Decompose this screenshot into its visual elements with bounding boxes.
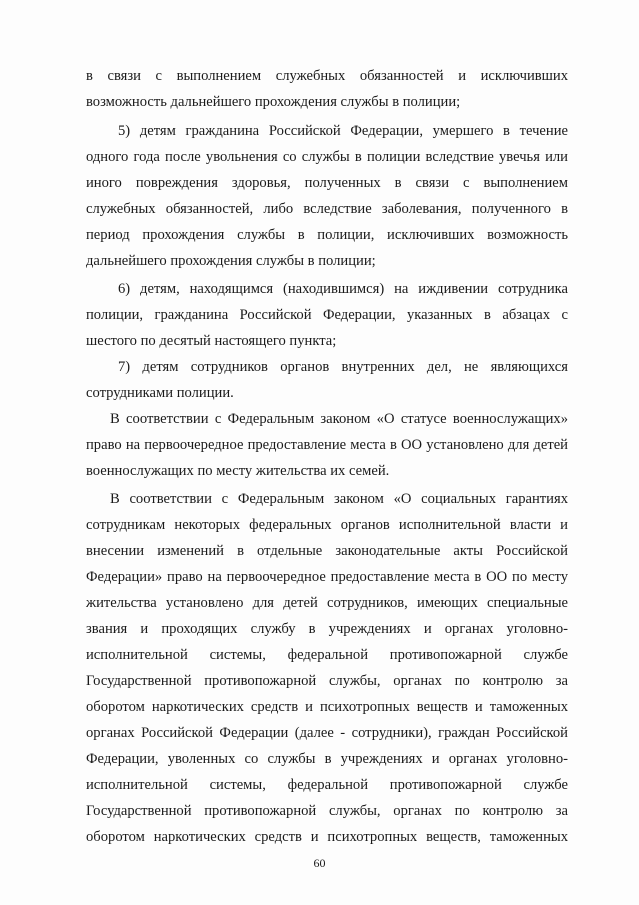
text-line: органах Российской Федерации (далее - сотрудники), граждан Российской: [86, 725, 568, 741]
text-line: 7) детям сотрудников органов внутренних дел, не являющихся: [118, 359, 568, 375]
text-line: дальнейшего прохождения службы в полиции;: [86, 253, 376, 269]
text-line: иного повреждения здоровья, полученных в связи с выполнением: [86, 175, 568, 191]
text-line: жительства установлено для детей сотрудников, имеющих специальные: [86, 595, 568, 611]
text-line: внесении изменений в отдельные законодательные акты Российской: [86, 543, 568, 559]
text-line: 5) детям гражданина Российской Федерации, умершего в течение: [118, 123, 568, 139]
text-line: Государственной противопожарной службы, органах по контролю за: [86, 673, 568, 689]
text-line: В соответствии с Федеральным законом «О статусе военнослужащих»: [110, 411, 568, 427]
text-line: Федерации» право на первоочередное предоставление места в ОО по месту: [86, 569, 568, 585]
text-line: оборотом наркотических средств и психотропных веществ и таможенных: [86, 699, 568, 715]
text-line: шестого по десятый настоящего пункта;: [86, 333, 337, 349]
text-line: военнослужащих по месту жительства их семей.: [86, 463, 390, 479]
text-line: период прохождения службы в полиции, исключивших возможность: [86, 227, 568, 243]
text-line: Федерации, уволенных со службы в учреждениях и органах уголовно-: [86, 751, 568, 767]
text-line: право на первоочередное предоставление места в ОО установлено для детей: [86, 437, 568, 453]
text-line: служебных обязанностей, либо вследствие заболевания, полученного в: [86, 201, 568, 217]
text-line: одного года после увольнения со службы в полиции вследствие увечья или: [86, 149, 568, 165]
text-line: сотрудниками полиции.: [86, 385, 234, 401]
text-line: возможность дальнейшего прохождения службы в полиции;: [86, 94, 461, 110]
text-line: сотрудникам некоторых федеральных органов исполнительной власти и: [86, 517, 568, 533]
text-line: 6) детям, находящимся (находившимся) на иждивении сотрудника: [118, 281, 568, 297]
text-line: в связи с выполнением служебных обязанностей и исключивших: [86, 68, 568, 84]
text-line: полиции, гражданина Российской Федерации, указанных в абзацах с: [86, 307, 568, 323]
text-line: исполнительной системы, федеральной противопожарной службе: [86, 777, 568, 793]
page-number: 60: [313, 856, 326, 870]
text-line: В соответствии с Федеральным законом «О социальных гарантиях: [110, 491, 568, 507]
text-line: оборотом наркотических средств и психотропных веществ, таможенных: [86, 829, 568, 845]
text-line: исполнительной системы, федеральной противопожарной службе: [86, 647, 568, 663]
text-line: звания и проходящих службу в учреждениях и органах уголовно-: [86, 621, 568, 637]
text-line: Государственной противопожарной службы, органах по контролю за: [86, 803, 568, 819]
